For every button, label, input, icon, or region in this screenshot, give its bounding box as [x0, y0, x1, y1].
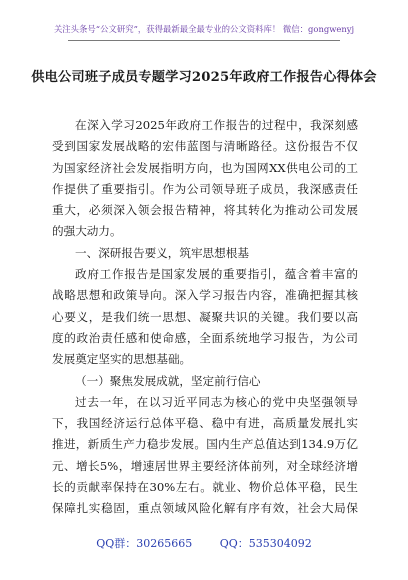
body-line: 作提供了重要指引。作为公司领导班子成员，我深感责任 — [52, 181, 358, 196]
body-line: 元、增长5%，增速居世界主要经济体前列，对全球经济增 — [52, 458, 358, 473]
body-line: 为国家经济社会发展指明方向，也为国网XX供电公司的工 — [52, 160, 358, 175]
body-line: 推进，新质生产力稳步发展。国内生产总值达到134.9万亿 — [52, 437, 358, 452]
body-line: 度的政治责任感和使命感，全面系统地学习报告，为公司 — [52, 330, 358, 345]
body-line: 发展奠定坚实的思想基础。 — [52, 352, 192, 367]
body-line: 政府工作报告是国家发展的重要指引，蕴含着丰富的 — [75, 267, 358, 282]
body-line: 在深入学习2025年政府工作报告的过程中，我深刻感 — [75, 118, 358, 132]
body-line: 保障扎实稳固，重点领域风险化解有序有效，社会大局保 — [52, 501, 358, 516]
body-line: （一）聚焦发展成就，坚定前行信心 — [75, 373, 261, 388]
footer-qq-group: QQ群：30265665 — [96, 537, 193, 550]
body-line: 的强大动力。 — [52, 224, 122, 239]
body-line: 过去一年，在以习近平同志为核心的党中央坚强领导 — [75, 394, 358, 409]
document-body — [52, 115, 358, 520]
document-title: 供电公司班子成员专题学习2025年政府工作报告心得体会 — [31, 70, 377, 85]
body-line: 重大，必须深入领会报告精神，将其转化为推动公司发展 — [52, 203, 358, 218]
footer-contacts — [0, 535, 408, 551]
body-line: 心要义，是我们统一思想、凝聚共识的关键。我们要以高 — [52, 309, 358, 324]
footer-qq: QQ：535304092 — [219, 537, 312, 550]
body-line: 长的贡献率保持在30%左右。就业、物价总体平稳，民生 — [52, 480, 358, 495]
body-line: 下，我国经济运行总体平稳、稳中有进，高质量发展扎实 — [52, 416, 358, 431]
promo-header: 关注头条号“公文研究”，获得最新最全最专业的公文资料库！ 微信：gongwenyj — [53, 24, 355, 34]
header-divider — [68, 40, 340, 41]
body-line: 受到国家发展战略的宏伟蓝图与清晰路径。这份报告不仅 — [52, 139, 358, 154]
body-line: 战略思想和政策导向。深入学习报告内容，准确把握其核 — [52, 288, 358, 303]
body-line: 一、深研报告要义，筑牢思想根基 — [75, 245, 249, 260]
